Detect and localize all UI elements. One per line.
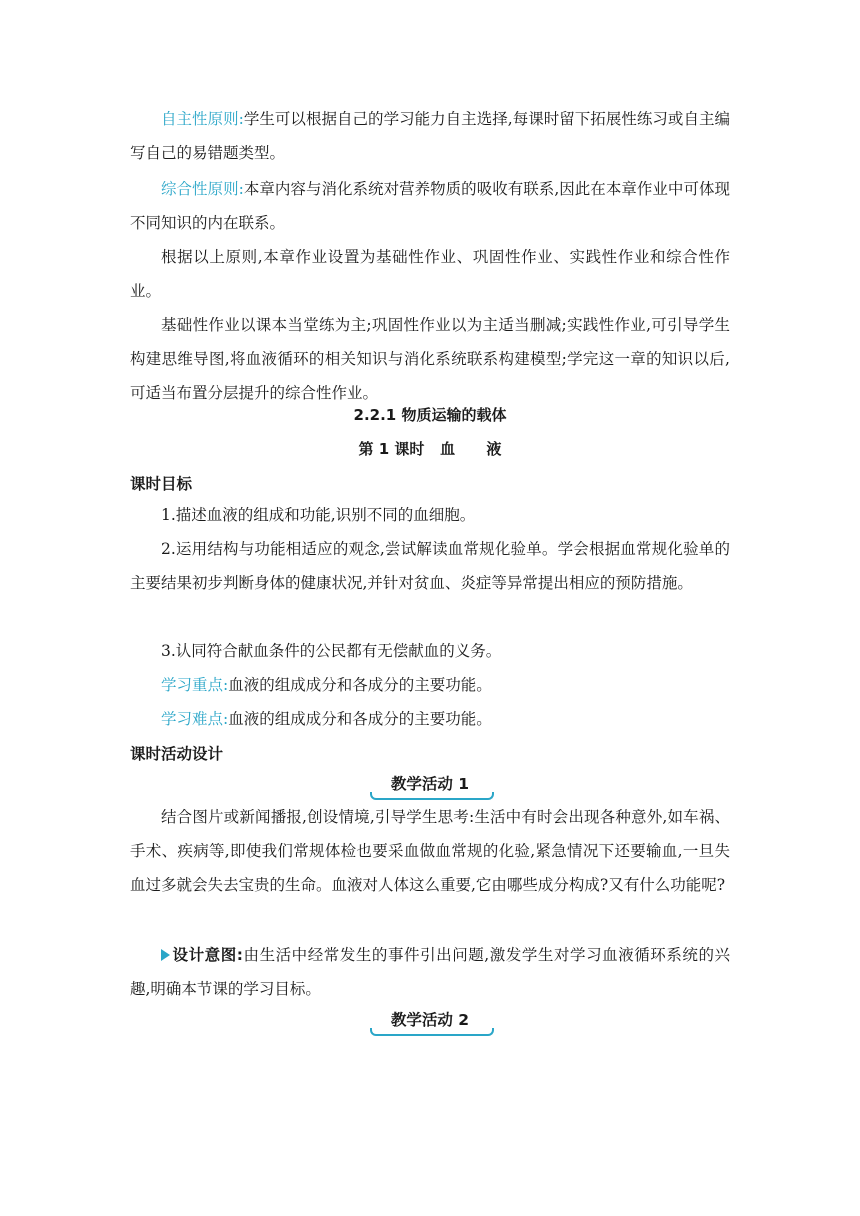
objective-1: 1.描述血液的组成和功能,识别不同的血细胞。 — [161, 506, 476, 524]
objectives-heading: 课时目标 — [130, 475, 193, 493]
design-intent-text: 由生活中经常发生的事件引出问题,激发学生对学习血液循环系统的兴趣,明确本节课的学习目标。 — [130, 946, 730, 998]
difficult-point-label: 学习难点: — [161, 710, 229, 728]
homework-description-paragraph: 基础性作业以课本当堂练为主;巩固性作业以为主适当删减;实践性作业,可引导学生构建思维导图,将血液循环的相关知识与消化系统联系构建模型;学完这一章的知识以后,可适当布置分层提升的综合性作业。 — [130, 316, 730, 402]
difficult-point — [130, 702, 730, 736]
principle-comprehensive-label: 综合性原则: — [161, 180, 244, 198]
activity-1-badge: 教学活动 1 — [390, 775, 470, 793]
difficult-point-text: 血液的组成成分和各成分的主要功能。 — [228, 710, 492, 728]
activity-1-badge-underline — [370, 792, 494, 800]
section-title: 2.2.1 物质运输的载体 — [353, 406, 507, 424]
key-point-text: 血液的组成成分和各成分的主要功能。 — [228, 676, 492, 694]
design-intent-label: 设计意图: — [172, 946, 243, 964]
principle-autonomy-label: 自主性原则: — [161, 110, 244, 128]
activity-1-text: 结合图片或新闻播报,创设情境,引导学生思考:生活中有时会出现各种意外,如车祸、手术、疾病等,即使我们常规体检也要采血做血常规的化验,紧急情况下还要输血,一旦失血过多就会失去宝贵的生命。血液对人体这么重要,它由哪些成分构成?又有什么功能呢? — [130, 808, 730, 894]
principle-comprehensive-text: 本章内容与消化系统对营养物质的吸收有联系,因此在本章作业中可体现不同知识的内在联系。 — [130, 180, 730, 232]
objective-3: 3.认同符合献血条件的公民都有无偿献血的义务。 — [161, 642, 502, 660]
lesson-title: 第 1 课时 血 液 — [358, 440, 502, 458]
homework-types-paragraph: 根据以上原则,本章作业设置为基础性作业、巩固性作业、实践性作业和综合性作业。 — [130, 248, 730, 300]
triangle-bullet-icon — [161, 949, 170, 961]
activity-2-badge: 教学活动 2 — [390, 1011, 470, 1029]
activity-2-badge-underline — [370, 1028, 494, 1036]
key-point-label: 学习重点: — [161, 676, 229, 694]
key-point — [130, 668, 730, 702]
principle-autonomy-text: 学生可以根据自己的学习能力自主选择,每课时留下拓展性练习或自主编写自己的易错题类型。 — [130, 110, 730, 162]
objective-2: 2.运用结构与功能相适应的观念,尝试解读血常规化验单。学会根据血常规化验单的主要结果初步判断身体的健康状况,并针对贫血、炎症等异常提出相应的预防措施。 — [130, 540, 730, 592]
activity-design-heading: 课时活动设计 — [130, 745, 224, 763]
principle-autonomy — [130, 102, 730, 170]
design-intent — [130, 938, 730, 1006]
principle-comprehensive — [130, 172, 730, 240]
